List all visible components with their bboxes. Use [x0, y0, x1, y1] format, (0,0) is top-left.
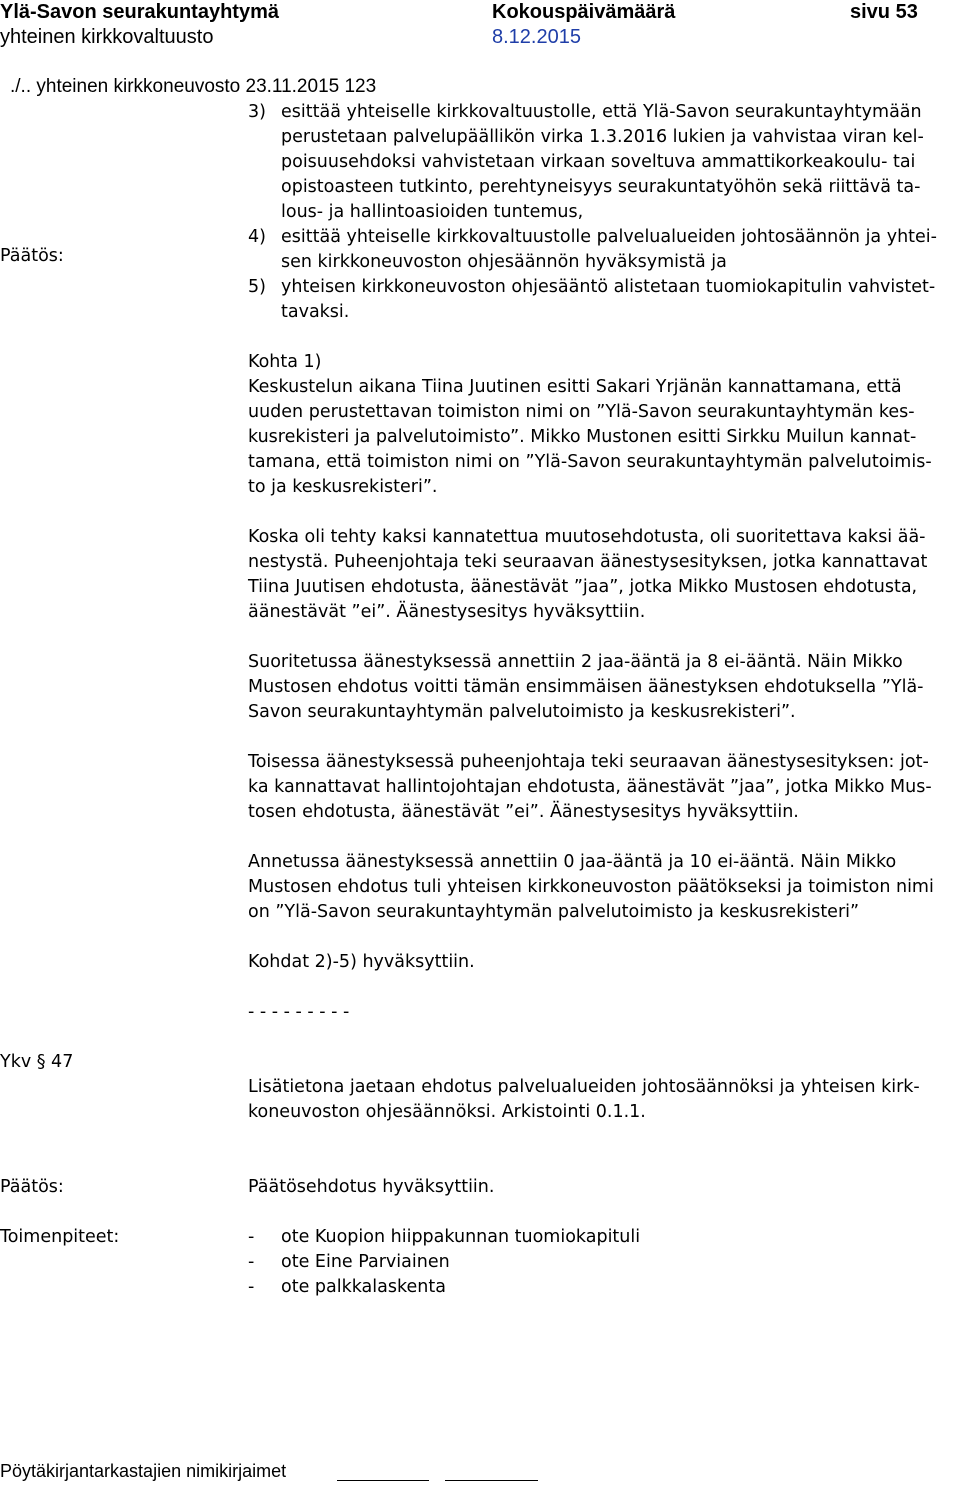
list-item-number: 4)	[248, 227, 266, 247]
signature-line	[337, 1480, 429, 1481]
list-item-line: yhteisen kirkkoneuvoston ohjesääntö alistetaan tuomiokapitulin vahvistet-	[281, 277, 936, 297]
section-text-line: Lisätietona jaetaan ehdotus palvelualueiden johtosäännöksi ja yhteisen kirk-	[248, 1077, 920, 1097]
paragraph-line: uuden perustettavan toimiston nimi on ”Ylä-Savon seurakuntayhtymän kes-	[248, 402, 915, 422]
paragraph-line: to ja keskusrekisteri”.	[248, 477, 438, 497]
paragraph-line: Suoritetussa äänestyksessä annettiin 2 jaa-ääntä ja 8 ei-ääntä. Näin Mikko	[248, 652, 903, 672]
paragraph-line: tamana, että toimiston nimi on ”Ylä-Savon seurakuntayhtymän palvelutoimis-	[248, 452, 932, 472]
page-number: sivu 53	[850, 1, 918, 23]
paragraph-line: Mustosen ehdotus voitti tämän ensimmäisen äänestyksen ehdotuksella ”Ylä-	[248, 677, 924, 697]
paragraph-line: nestystä. Puheenjohtaja teki seuraavan äänestysesityksen, jotka kannattavat	[248, 552, 928, 572]
paragraph-line: Kohdat 2)-5) hyväksyttiin.	[248, 952, 475, 972]
decision2-label: Päätös:	[0, 1177, 64, 1197]
list-item-line: perustetaan palvelupäällikön virka 1.3.2016 lukien ja vahvistaa viran kel-	[281, 127, 924, 147]
paragraph-line: on ”Ylä-Savon seurakuntayhtymän palvelutoimisto ja keskusrekisteri”	[248, 902, 860, 922]
actions-label: Toimenpiteet:	[0, 1227, 120, 1247]
meeting-date[interactable]: 8.12.2015	[492, 26, 581, 48]
list-item-line: lous- ja hallintoasioiden tuntemus,	[281, 202, 584, 222]
body-name: yhteinen kirkkovaltuusto	[0, 26, 214, 48]
signature-line	[445, 1480, 538, 1481]
decision2-text: Päätösehdotus hyväksyttiin.	[248, 1177, 495, 1197]
action-item: ote Eine Parviainen	[281, 1252, 450, 1272]
paragraph-line: äänestävät ”ei”. Äänestysesitys hyväksyttiin.	[248, 602, 646, 622]
section-text-line: koneuvoston ohjesäännöksi. Arkistointi 0.1.1.	[248, 1102, 646, 1122]
paragraph-line: Tiina Juutisen ehdotusta, äänestävät ”jaa”, jotka Mikko Mustosen ehdotusta,	[248, 577, 918, 597]
org-name: Ylä-Savon seurakuntayhtymä	[0, 1, 279, 23]
paragraph-line: kusrekisteri ja palvelutoimisto”. Mikko Mustonen esitti Sirkku Muilun kannat-	[248, 427, 917, 447]
list-item-number: 3)	[248, 102, 266, 122]
action-bullet: -	[248, 1252, 255, 1272]
separator: - - - - - - - - -	[248, 1002, 350, 1022]
list-item-line: poisuusehdoksi vahvistetaan virkaan soveltuva ammattikorkeakoulu- tai	[281, 152, 916, 172]
list-item-number: 5)	[248, 277, 266, 297]
paragraph-line: tosen ehdotusta, äänestävät ”ei”. Äänestysesitys hyväksyttiin.	[248, 802, 799, 822]
continuation-ref: ./.. yhteinen kirkkoneuvosto 23.11.2015 123	[10, 76, 377, 97]
paragraph-line: Savon seurakuntayhtymän palvelutoimisto ja keskusrekisteri”.	[248, 702, 796, 722]
paragraph-line: Mustosen ehdotus tuli yhteisen kirkkoneuvoston päätökseksi ja toimiston nimi	[248, 877, 934, 897]
action-bullet: -	[248, 1277, 255, 1297]
list-item-line: sen kirkkoneuvoston ohjesäännön hyväksymistä ja	[281, 252, 727, 272]
paragraph-line: Annetussa äänestyksessä annettiin 0 jaa-ääntä ja 10 ei-ääntä. Näin Mikko	[248, 852, 897, 872]
list-item-line: esittää yhteiselle kirkkovaltuustolle, että Ylä-Savon seurakuntayhtymään	[281, 102, 922, 122]
list-item-line: tavaksi.	[281, 302, 350, 322]
decision-label: Päätös:	[0, 246, 64, 266]
paragraph-line: Kohta 1)	[248, 352, 322, 372]
paragraph-line: Keskustelun aikana Tiina Juutinen esitti Sakari Yrjänän kannattamana, että	[248, 377, 902, 397]
paragraph-line: ka kannattavat hallintojohtajan ehdotusta, äänestävät ”jaa”, jotka Mikko Mus-	[248, 777, 932, 797]
paragraph-line: Koska oli tehty kaksi kannatettua muutosehdotusta, oli suoritettava kaksi ää-	[248, 527, 926, 547]
action-item: ote palkkalaskenta	[281, 1277, 446, 1297]
list-item-line: esittää yhteiselle kirkkovaltuustolle palvelualueiden johtosäännön ja yhtei-	[281, 227, 937, 247]
list-item-line: opistoasteen tutkinto, perehtyneisyys seurakuntatyöhön sekä riittävä ta-	[281, 177, 921, 197]
action-bullet: -	[248, 1227, 255, 1247]
section-label: Ykv § 47	[0, 1052, 74, 1072]
action-item: ote Kuopion hiippakunnan tuomiokapituli	[281, 1227, 641, 1247]
date-label: Kokouspäivämäärä	[492, 1, 676, 23]
paragraph-line: Toisessa äänestyksessä puheenjohtaja teki seuraavan äänestysesityksen: jot-	[248, 752, 929, 772]
footer-label: Pöytäkirjantarkastajien nimikirjaimet	[0, 1461, 287, 1481]
